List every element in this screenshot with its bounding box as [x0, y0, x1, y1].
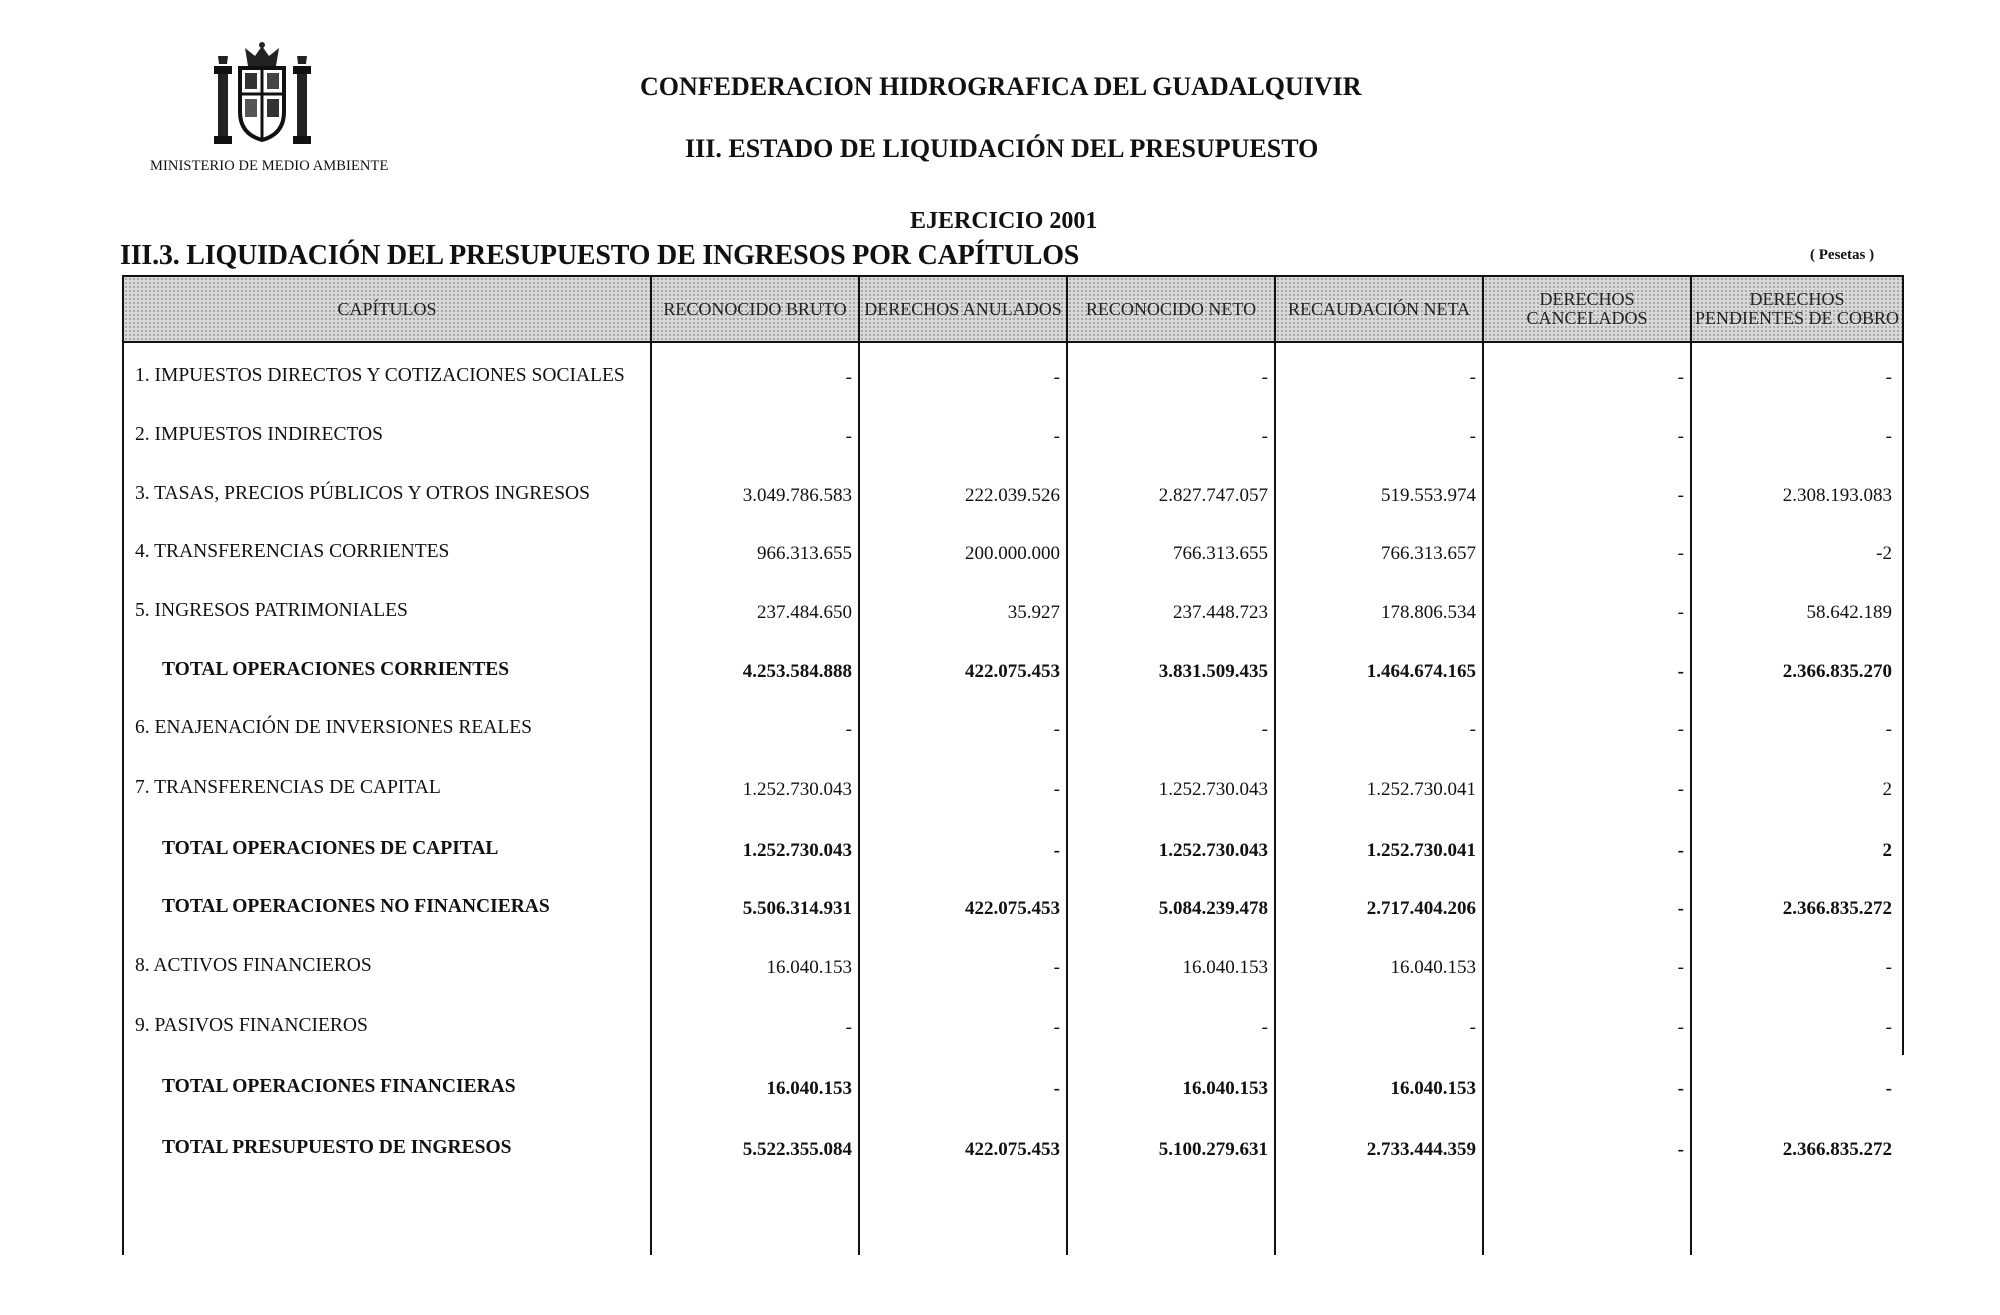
amount-cell: 222.039.526 — [965, 485, 1060, 506]
amount-cell: 16.040.153 — [1390, 1078, 1476, 1099]
amount-cell: - — [1885, 367, 1892, 388]
amount-cell: - — [1261, 719, 1268, 740]
total-row-label: TOTAL OPERACIONES NO FINANCIERAS — [162, 896, 550, 917]
amount-cell: 3.831.509.435 — [1158, 661, 1268, 682]
column-header-derechos-pendientes: DERECHOS PENDIENTES DE COBRO — [1692, 277, 1902, 341]
chapter-label: 2. IMPUESTOS INDIRECTOS — [135, 424, 383, 445]
section-title: III. ESTADO DE LIQUIDACIÓN DEL PRESUPUESTO — [685, 134, 1319, 163]
amount-cell: 200.000.000 — [965, 543, 1060, 564]
amount-cell: 16.040.153 — [766, 957, 852, 978]
table-row — [122, 416, 1904, 456]
amount-cell: 237.448.723 — [1173, 602, 1268, 623]
amount-cell: 178.806.534 — [1381, 602, 1476, 623]
amount-cell: - — [1053, 957, 1060, 978]
amount-cell: 422.075.453 — [965, 1139, 1060, 1160]
table-row — [122, 1129, 1904, 1169]
coat-of-arms-icon — [210, 42, 315, 150]
amount-cell: - — [1677, 1017, 1684, 1038]
chapter-label: 4. TRANSFERENCIAS CORRIENTES — [135, 541, 450, 562]
amount-cell: - — [1885, 957, 1892, 978]
amount-cell: - — [1885, 1078, 1892, 1099]
amount-cell: - — [845, 1017, 852, 1038]
amount-cell: 2.366.835.272 — [1782, 898, 1892, 919]
amount-cell: - — [1677, 661, 1684, 682]
amount-cell: - — [1469, 426, 1476, 447]
amount-cell: - — [1053, 1078, 1060, 1099]
amount-cell: - — [1677, 367, 1684, 388]
amount-cell: 1.252.730.041 — [1366, 779, 1476, 800]
amount-cell: 422.075.453 — [965, 661, 1060, 682]
amount-cell: 2.733.444.359 — [1366, 1139, 1476, 1160]
amount-cell: 58.642.189 — [1806, 602, 1892, 623]
amount-cell: 237.484.650 — [757, 602, 852, 623]
amount-cell: - — [1053, 779, 1060, 800]
amount-cell: - — [1677, 543, 1684, 564]
chapter-label: 1. IMPUESTOS DIRECTOS Y COTIZACIONES SOCIALES — [135, 365, 625, 386]
header-bottom-border — [122, 341, 1904, 343]
amount-cell: 2.827.747.057 — [1158, 485, 1268, 506]
table-row — [122, 357, 1904, 397]
amount-cell: - — [1261, 1017, 1268, 1038]
column-header-derechos-anulados: DERECHOS ANULADOS — [860, 277, 1066, 341]
table-row — [122, 769, 1904, 809]
amount-cell: - — [1677, 898, 1684, 919]
amount-cell: - — [1677, 719, 1684, 740]
table-row — [122, 709, 1904, 749]
table-row — [122, 592, 1904, 632]
total-row-label: TOTAL OPERACIONES FINANCIERAS — [162, 1076, 516, 1097]
amount-cell: 5.522.355.084 — [742, 1139, 852, 1160]
amount-cell: 1.252.730.043 — [742, 779, 852, 800]
total-row-label: TOTAL PRESUPUESTO DE INGRESOS — [162, 1137, 512, 1158]
exercise-year: EJERCICIO 2001 — [910, 208, 1098, 234]
amount-cell: - — [1053, 719, 1060, 740]
table-row — [122, 651, 1904, 691]
amount-cell: - — [1885, 719, 1892, 740]
amount-cell: 35.927 — [1007, 602, 1060, 623]
organization-title: CONFEDERACION HIDROGRAFICA DEL GUADALQUIVIR — [640, 72, 1362, 101]
amount-cell: 2 — [1882, 779, 1892, 800]
amount-cell: - — [1261, 426, 1268, 447]
amount-cell: - — [1677, 957, 1684, 978]
amount-cell: - — [1677, 1139, 1684, 1160]
table-row — [122, 475, 1904, 515]
amount-cell: - — [1885, 426, 1892, 447]
amount-cell: 2.366.835.270 — [1782, 661, 1892, 682]
total-row-label: TOTAL OPERACIONES CORRIENTES — [162, 659, 510, 680]
amount-cell: - — [1261, 367, 1268, 388]
amount-cell: - — [1053, 426, 1060, 447]
amount-cell: -2 — [1876, 543, 1892, 564]
amount-cell: - — [1677, 426, 1684, 447]
table-row — [122, 1007, 1904, 1047]
column-header-reconocido-neto: RECONOCIDO NETO — [1068, 277, 1274, 341]
table-row — [122, 1068, 1904, 1108]
amount-cell: - — [1677, 779, 1684, 800]
amount-cell: - — [1469, 719, 1476, 740]
income-budget-table — [122, 275, 1904, 1255]
amount-cell: 2 — [1882, 840, 1892, 861]
amount-cell: - — [1677, 485, 1684, 506]
table-row — [122, 947, 1904, 987]
amount-cell: 422.075.453 — [965, 898, 1060, 919]
chapter-label: 9. PASIVOS FINANCIEROS — [135, 1015, 368, 1036]
amount-cell: 3.049.786.583 — [742, 485, 852, 506]
table-top-border — [122, 275, 1904, 277]
amount-cell: 766.313.657 — [1381, 543, 1476, 564]
amount-cell: 519.553.974 — [1381, 485, 1476, 506]
report-subtitle: III.3. LIQUIDACIÓN DEL PRESUPUESTO DE INGRESOS POR CAPÍTULOS — [120, 240, 1080, 271]
amount-cell: 16.040.153 — [1390, 957, 1476, 978]
amount-cell: 1.464.674.165 — [1366, 661, 1476, 682]
chapter-label: 3. TASAS, PRECIOS PÚBLICOS Y OTROS INGRESOS — [135, 483, 590, 504]
chapter-label: 7. TRANSFERENCIAS DE CAPITAL — [135, 777, 441, 798]
table-row — [122, 888, 1904, 928]
amount-cell: - — [1053, 840, 1060, 861]
amount-cell: - — [845, 426, 852, 447]
amount-cell: - — [1677, 602, 1684, 623]
amount-cell: 2.717.404.206 — [1366, 898, 1476, 919]
ministry-name: MINISTERIO DE MEDIO AMBIENTE — [150, 158, 389, 174]
column-header-derechos-cancelados: DERECHOS CANCELADOS — [1484, 277, 1690, 341]
table-row — [122, 830, 1904, 870]
amount-cell: - — [1053, 1017, 1060, 1038]
amount-cell: - — [1053, 367, 1060, 388]
amount-cell: - — [845, 367, 852, 388]
amount-cell: - — [845, 719, 852, 740]
amount-cell: - — [1469, 367, 1476, 388]
column-header-reconocido-bruto: RECONOCIDO BRUTO — [652, 277, 858, 341]
amount-cell: - — [1677, 840, 1684, 861]
chapter-label: 8. ACTIVOS FINANCIEROS — [135, 955, 372, 976]
amount-cell: 5.506.314.931 — [742, 898, 852, 919]
column-header-recaudacion-neta: RECAUDACIÓN NETA — [1276, 277, 1482, 341]
amount-cell: 1.252.730.043 — [1158, 779, 1268, 800]
amount-cell: 5.100.279.631 — [1158, 1139, 1268, 1160]
amount-cell: 2.308.193.083 — [1782, 485, 1892, 506]
amount-cell: 1.252.730.043 — [742, 840, 852, 861]
column-header-capitulos: CAPÍTULOS — [124, 277, 650, 341]
currency-note: ( Pesetas ) — [1810, 247, 1875, 263]
amount-cell: 16.040.153 — [766, 1078, 852, 1099]
chapter-label: 5. INGRESOS PATRIMONIALES — [135, 600, 408, 621]
amount-cell: 1.252.730.043 — [1158, 840, 1268, 861]
table-row — [122, 533, 1904, 573]
amount-cell: 766.313.655 — [1173, 543, 1268, 564]
amount-cell: 4.253.584.888 — [742, 661, 852, 682]
amount-cell: 16.040.153 — [1182, 957, 1268, 978]
amount-cell: 1.252.730.041 — [1366, 840, 1476, 861]
amount-cell: 966.313.655 — [757, 543, 852, 564]
amount-cell: 16.040.153 — [1182, 1078, 1268, 1099]
amount-cell: - — [1469, 1017, 1476, 1038]
amount-cell: 2.366.835.272 — [1782, 1139, 1892, 1160]
amount-cell: - — [1677, 1078, 1684, 1099]
amount-cell: 5.084.239.478 — [1158, 898, 1268, 919]
total-row-label: TOTAL OPERACIONES DE CAPITAL — [162, 838, 499, 859]
chapter-label: 6. ENAJENACIÓN DE INVERSIONES REALES — [135, 717, 533, 738]
amount-cell: - — [1885, 1017, 1892, 1038]
